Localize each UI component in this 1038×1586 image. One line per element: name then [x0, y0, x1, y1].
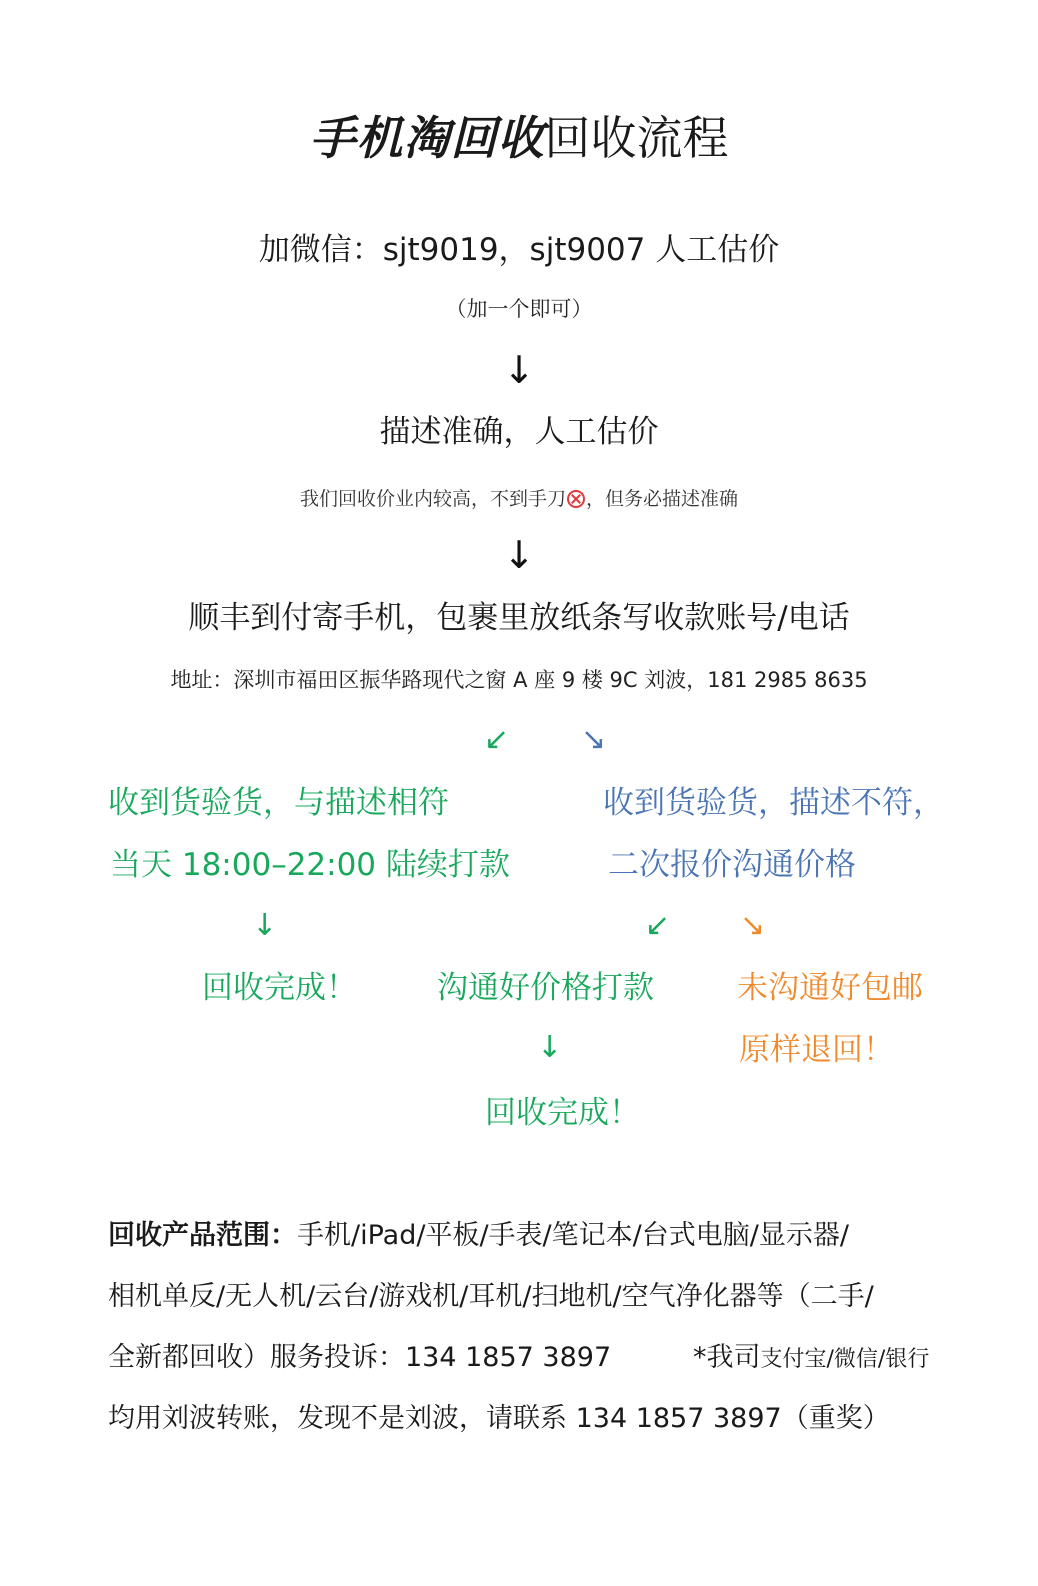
step3-address: 地址：深圳市福田区振华路现代之窗 A 座 9 楼 9C 刘波，181 2985 8635 [170, 668, 868, 692]
down-left-arrow-icon: ↙ [484, 722, 510, 757]
step2-describe: 描述准确，人工估价 [379, 414, 659, 450]
step2-note-after: ，但务必描述准确 [586, 488, 739, 510]
footer-complaint: 全新都回收）服务投诉：134 1857 3897 [108, 1342, 612, 1373]
branch-right-ok: 沟通好价格打款 [437, 970, 654, 1006]
footer-line3 [108, 1340, 938, 1376]
branch-right-fail-line2: 原样退回！ [739, 1032, 894, 1068]
footer-note-rest: 支付宝/微信/银行 [760, 1347, 930, 1372]
footer-note-prefix: *我司 [693, 1342, 761, 1373]
branch-right-fail-line1: 未沟通好包邮 [737, 970, 923, 1006]
footer-line2: 相机单反/无人机/云台/游戏机/耳机/扫地机/空气净化器等（二手/ [108, 1281, 874, 1312]
title-text: 回收流程 [544, 111, 729, 165]
page-title [0, 108, 1038, 168]
down-right-arrow-icon: ↘ [740, 908, 766, 943]
step3-ship: 顺丰到付寄手机，包裹里放纸条写收款账号/电话 [188, 600, 850, 636]
down-arrow-icon: ↓ [537, 1030, 563, 1065]
down-left-arrow-icon: ↙ [645, 908, 671, 943]
footer-products-1: 手机/iPad/平板/手表/笔记本/台式电脑/显示器/ [297, 1220, 849, 1251]
branch-right-line1: 收到货验货，描述不符， [603, 785, 944, 821]
footer-line1 [108, 1218, 849, 1254]
branch-right-ok-result: 回收完成！ [485, 1095, 640, 1131]
footer-label: 回收产品范围： [108, 1220, 297, 1251]
branch-left-line1: 收到货验货，与描述相符 [108, 785, 449, 821]
step2-note [0, 486, 1038, 512]
branch-left-line2: 当天 18:00–22:00 陆续打款 [110, 847, 510, 883]
footer-note [693, 1340, 929, 1378]
branch-right-line2: 二次报价沟通价格 [608, 847, 856, 883]
cross-circle-icon [567, 490, 585, 508]
step1-note: （加一个即可） [445, 297, 593, 321]
down-right-arrow-icon: ↘ [581, 722, 607, 757]
down-arrow-icon: ↓ [503, 533, 535, 577]
footer-line4: 均用刘波转账，发现不是刘波，请联系 134 1857 3897（重奖） [108, 1403, 890, 1434]
brand-logo-text: 手机淘回收 [309, 111, 545, 165]
down-arrow-icon: ↓ [503, 348, 535, 392]
step1-wechat: 加微信：sjt9019，sjt9007 人工估价 [258, 232, 780, 268]
step2-note-before: 我们回收价业内较高，不到手刀 [299, 488, 566, 510]
branch-left-result: 回收完成！ [202, 970, 357, 1006]
down-arrow-icon: ↓ [252, 908, 278, 943]
